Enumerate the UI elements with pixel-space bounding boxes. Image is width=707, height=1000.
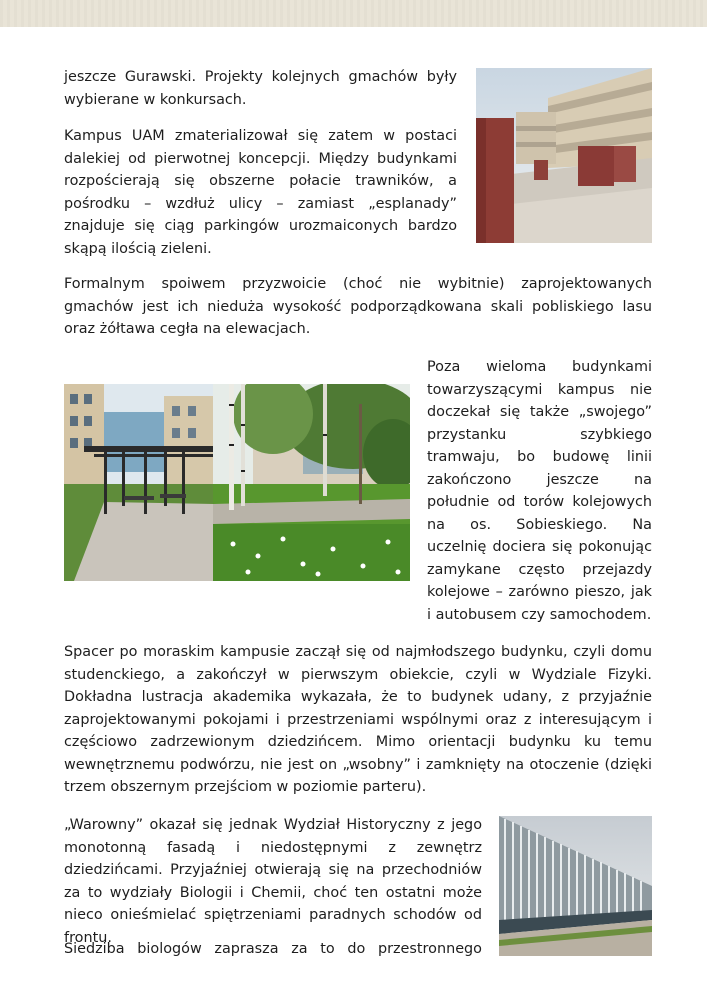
campus-plaza-photo <box>476 68 652 243</box>
paragraph-4: Poza wieloma budynkami towarzyszącymi kampus nie doczekał się także „swojego” przystanku szybkiego tramwaju, bo budowę linii zakończono jeszcze na południe od torów kolejowych na os. Sobieskiego. Na uczelnię dociera się pokonując zamykane często przejazdy kolejowe – zarówno pieszo, jak i autobusem czy samochodem. <box>427 359 652 623</box>
decorative-header-band <box>0 0 707 27</box>
paragraph-7: Siedziba biologów zaprasza za to do przestronnego <box>64 941 482 957</box>
birch-meadow-photo <box>213 384 410 581</box>
paragraph-3: Formalnym spoiwem przyzwoicie (choć nie wybitnie) zaprojektowanych gmachów jest ich nieduża wysokość podporządkowana skali pobliskiego lasu oraz żółtawa cegła na elewacjach. <box>64 276 652 337</box>
paragraph-2: Kampus UAM zmaterializował się zatem w postaci dalekiej od pierwotnej koncepcji. Między budynkami rozpościerają się obszerne połacie trawników, a pośrodku – wzdłuż ulicy – zamiast „esplanady” znajduje się ciąg parkingów urozmaiconych bardzo skąpą ilością zieleni. <box>64 128 457 257</box>
paragraph-6: „Warowny” okazał się jednak Wydział Historyczny z jego monotonną fasadą i niedostępnymi z zewnętrz dziedzińcami. Przyjaźniej otwierają się na przechodniów za to wydziały Biologii i Chemii, choć ten ostatni może nieco onieśmielać spiętrzeniami paradnych schodów od frontu. <box>64 817 482 946</box>
paragraph-1: jeszcze Gurawski. Projekty kolejnych gmachów były wybierane w konkursach. <box>64 69 457 108</box>
dormitory-pergola-photo <box>64 384 214 581</box>
faculty-building-photo <box>499 816 652 956</box>
paragraph-5: Spacer po moraskim kampusie zaczął się od najmłodszego budynku, czyli domu studenckiego, a zakończył w pierwszym obiekcie, czyli w Wydziale Fizyki. Dokładna lustracja akademika wykazała, że to budynek udany, z przyjaźnie zaprojektowanymi pokojami i przestrzeniami wspólnymi oraz z interesującym i częściowo zadrzewionym dziedzińcem. Mimo orientacji budynku ku temu wewnętrznemu podwórzu, nie jest on „wsobny” i zamknięty na otoczenie (dzięki trzem obszernym przejściom w poziomie parteru). <box>64 644 652 795</box>
